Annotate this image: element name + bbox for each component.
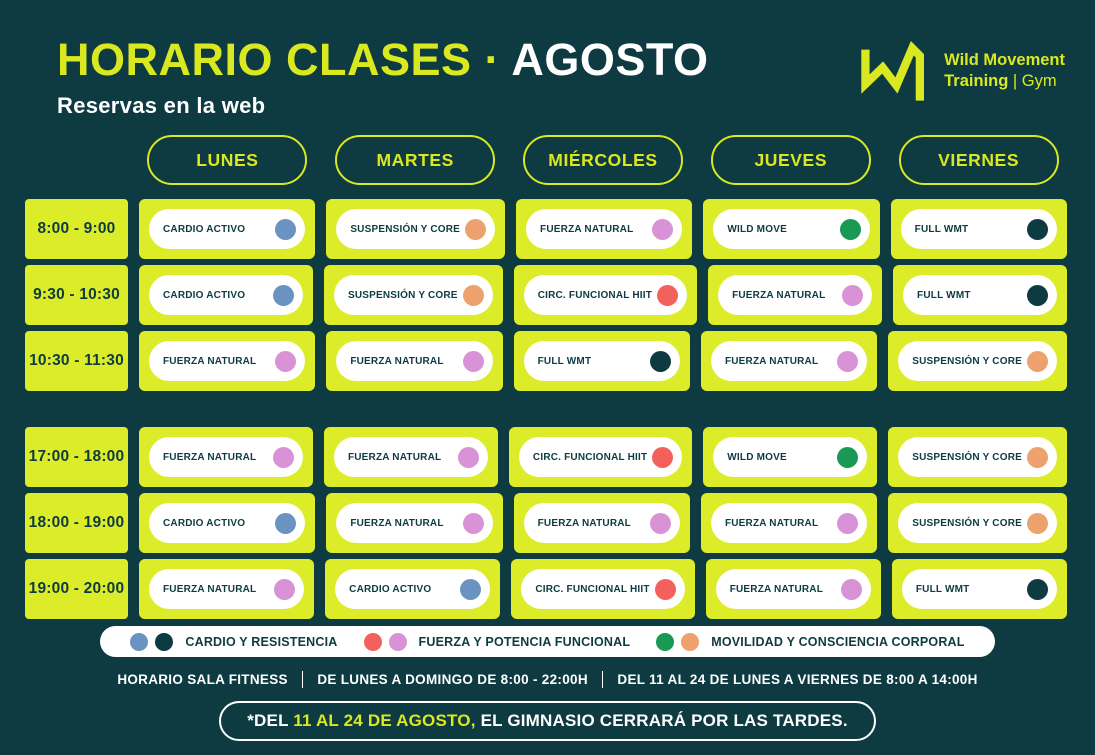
class-dot-orange — [1027, 351, 1048, 372]
class-dot-pink — [837, 351, 858, 372]
class-pill — [334, 275, 493, 315]
class-label: SUSPENSIÓN Y CORE — [347, 289, 458, 301]
class-dot-orange — [465, 219, 486, 240]
legend-dot-green — [656, 633, 674, 651]
class-pill — [149, 437, 303, 477]
class-dot-blue — [273, 285, 294, 306]
class-cell — [139, 493, 315, 553]
class-cell — [139, 199, 315, 259]
time-slot-label: 9:30 - 10:30 — [25, 265, 128, 325]
class-pill — [149, 569, 304, 609]
class-cell — [325, 559, 500, 619]
legend-label: MOVILIDAD Y CONSCIENCIA CORPORAL — [711, 634, 965, 649]
class-label: CIRC. FUNCIONAL HIIT — [537, 289, 653, 301]
class-label: CARDIO ACTIVO — [163, 289, 246, 301]
class-dot-dark — [1027, 579, 1048, 600]
class-cell — [706, 559, 881, 619]
class-dot-green — [840, 219, 861, 240]
class-pill — [716, 569, 871, 609]
day-header-lunes: LUNES — [147, 135, 307, 185]
class-dot-orange — [1027, 447, 1048, 468]
class-dot-pink — [842, 285, 863, 306]
class-pill — [526, 209, 682, 249]
class-pill — [711, 503, 867, 543]
class-pill — [336, 503, 492, 543]
class-dot-pink — [463, 351, 484, 372]
class-label: SUSPENSIÓN Y CORE — [912, 355, 1022, 367]
class-pill — [524, 503, 680, 543]
notice-suffix: EL GIMNASIO CERRARÁ POR LAS TARDES. — [475, 711, 848, 731]
class-dot-pink — [841, 579, 862, 600]
page-title-rest: AGOSTO — [511, 34, 709, 85]
class-dot-pink — [650, 513, 671, 534]
footer-segment: HORARIO SALA FITNESS — [117, 672, 288, 688]
brand-text — [944, 50, 1065, 93]
legend — [100, 626, 994, 657]
class-pill — [149, 341, 305, 381]
class-dot-dark — [1027, 219, 1048, 240]
class-label: FUERZA NATURAL — [724, 355, 819, 367]
class-label: WILD MOVE — [727, 223, 787, 235]
class-label: CIRC. FUNCIONAL HIIT — [532, 451, 648, 463]
schedule-row — [25, 331, 1067, 391]
class-pill — [149, 209, 305, 249]
class-cell — [703, 427, 877, 487]
day-header-row — [25, 135, 1067, 185]
brand-gym: | Gym — [1008, 72, 1057, 90]
footer-segment: DE LUNES A DOMINGO DE 8:00 - 22:00H — [317, 672, 588, 688]
legend-dot-dark — [155, 633, 173, 651]
class-pill — [711, 341, 867, 381]
class-cell — [888, 427, 1067, 487]
class-cell — [139, 427, 313, 487]
notice-wrap — [0, 701, 1095, 741]
day-header-miercoles: MIÉRCOLES — [523, 135, 683, 185]
footer-info — [0, 671, 1095, 688]
class-dot-pink — [463, 513, 484, 534]
class-pill — [335, 569, 490, 609]
class-label: FUERZA NATURAL — [724, 517, 819, 529]
schedule-row — [25, 559, 1067, 619]
day-header-spacer — [25, 135, 128, 185]
class-label: SUSPENSIÓN Y CORE — [912, 517, 1022, 529]
class-pill — [902, 569, 1057, 609]
schedule-rows — [25, 199, 1067, 619]
class-cell — [514, 265, 697, 325]
class-dot-orange — [1027, 513, 1048, 534]
legend-dot-blue — [130, 633, 148, 651]
footer-separator — [602, 671, 604, 688]
class-pill — [898, 341, 1057, 381]
legend-wrap — [0, 626, 1095, 657]
class-label: FUERZA NATURAL — [729, 583, 824, 595]
brand-training: Training — [944, 72, 1009, 90]
class-dot-red — [652, 447, 673, 468]
schedule-row — [25, 199, 1067, 259]
page-title — [57, 36, 709, 83]
legend-dot-pink — [389, 633, 407, 651]
legend-dot-red — [364, 633, 382, 651]
class-cell — [893, 265, 1067, 325]
notice-prefix: *DEL — [247, 711, 294, 731]
schedule-row — [25, 427, 1067, 487]
class-label: WILD MOVE — [727, 451, 787, 463]
class-label: FUERZA NATURAL — [163, 583, 257, 595]
legend-item — [364, 633, 631, 651]
class-pill — [713, 437, 867, 477]
class-label: CARDIO ACTIVO — [163, 517, 246, 529]
class-cell — [326, 493, 502, 553]
class-cell — [509, 427, 692, 487]
class-cell — [888, 493, 1067, 553]
class-cell — [139, 265, 313, 325]
class-label: FUERZA NATURAL — [347, 451, 442, 463]
class-pill — [334, 437, 488, 477]
class-cell — [326, 199, 505, 259]
footer-separator — [302, 671, 304, 688]
class-pill — [336, 209, 495, 249]
class-dot-green — [837, 447, 858, 468]
class-cell — [701, 493, 877, 553]
class-pill — [149, 503, 305, 543]
time-slot-label: 8:00 - 9:00 — [25, 199, 128, 259]
time-slot-label: 10:30 - 11:30 — [25, 331, 128, 391]
class-label: FULL WMT — [537, 355, 592, 367]
class-pill — [519, 437, 682, 477]
class-label: CIRC. FUNCIONAL HIIT — [535, 583, 650, 595]
class-cell — [139, 331, 315, 391]
class-dot-blue — [275, 513, 296, 534]
class-pill — [149, 275, 303, 315]
class-dot-red — [655, 579, 676, 600]
day-header-martes: MARTES — [335, 135, 495, 185]
schedule-row — [25, 493, 1067, 553]
class-label: FUERZA NATURAL — [732, 289, 826, 301]
class-dot-orange — [463, 285, 484, 306]
class-dot-blue — [275, 219, 296, 240]
class-cell — [324, 427, 498, 487]
class-label: FUERZA NATURAL — [540, 223, 634, 235]
class-label: FULL WMT — [915, 583, 970, 595]
class-cell — [326, 331, 502, 391]
page-title-highlight: HORARIO CLASES · — [57, 34, 512, 85]
subtitle: Reservas en la web — [57, 93, 266, 119]
class-label: FUERZA NATURAL — [350, 355, 444, 367]
legend-label: CARDIO Y RESISTENCIA — [185, 634, 338, 649]
class-cell — [703, 199, 879, 259]
class-label: FUERZA NATURAL — [537, 517, 631, 529]
class-pill — [524, 275, 687, 315]
legend-item — [656, 633, 964, 651]
class-dot-pink — [274, 579, 295, 600]
class-cell — [514, 331, 690, 391]
class-cell — [892, 559, 1067, 619]
class-label: FUERZA NATURAL — [350, 517, 444, 529]
class-pill — [521, 569, 684, 609]
brand-name: Wild Movement — [944, 50, 1065, 69]
class-label: SUSPENSIÓN Y CORE — [350, 223, 461, 235]
footer-segment: DEL 11 AL 24 DE LUNES A VIERNES DE 8:00 A 14:00H — [617, 672, 978, 688]
class-label: FULL WMT — [917, 289, 971, 301]
class-cell — [516, 199, 692, 259]
class-cell — [511, 559, 694, 619]
class-pill — [713, 209, 869, 249]
class-label: FULL WMT — [914, 223, 969, 235]
class-dot-pink — [652, 219, 673, 240]
wm-monogram-icon — [856, 40, 930, 102]
class-pill — [718, 275, 872, 315]
class-dot-red — [657, 285, 678, 306]
class-cell — [701, 331, 877, 391]
schedule-table — [0, 135, 1095, 619]
time-slot-label: 18:00 - 19:00 — [25, 493, 128, 553]
class-cell — [708, 265, 882, 325]
brand-line2 — [944, 71, 1065, 92]
notice-highlight: 11 AL 24 DE AGOSTO, — [293, 711, 476, 731]
class-cell — [324, 265, 503, 325]
class-dot-blue — [460, 579, 481, 600]
title-block — [57, 36, 709, 119]
class-label: SUSPENSIÓN Y CORE — [912, 451, 1022, 463]
class-label: FUERZA NATURAL — [163, 355, 257, 367]
class-cell — [139, 559, 314, 619]
class-cell — [891, 199, 1067, 259]
class-dot-dark — [1027, 285, 1048, 306]
class-dot-pink — [275, 351, 296, 372]
class-pill — [524, 341, 680, 381]
class-label: CARDIO ACTIVO — [163, 223, 246, 235]
class-cell — [514, 493, 690, 553]
class-dot-pink — [837, 513, 858, 534]
class-pill — [898, 437, 1057, 477]
header — [0, 0, 1095, 119]
time-slot-label: 19:00 - 20:00 — [25, 559, 128, 619]
brand-logo — [856, 40, 1065, 102]
day-header-viernes: VIERNES — [899, 135, 1059, 185]
class-label: FUERZA NATURAL — [163, 451, 257, 463]
class-dot-pink — [458, 447, 479, 468]
schedule-row — [25, 265, 1067, 325]
class-pill — [903, 275, 1057, 315]
legend-item — [130, 633, 337, 651]
class-dot-pink — [273, 447, 294, 468]
class-label: CARDIO ACTIVO — [349, 583, 432, 595]
class-cell — [888, 331, 1067, 391]
class-dot-dark — [650, 351, 671, 372]
closure-notice — [219, 701, 876, 741]
class-pill — [898, 503, 1057, 543]
day-header-jueves: JUEVES — [711, 135, 871, 185]
legend-dot-orange — [681, 633, 699, 651]
class-pill — [336, 341, 492, 381]
legend-label: FUERZA Y POTENCIA FUNCIONAL — [418, 634, 631, 649]
class-pill — [901, 209, 1057, 249]
time-slot-label: 17:00 - 18:00 — [25, 427, 128, 487]
